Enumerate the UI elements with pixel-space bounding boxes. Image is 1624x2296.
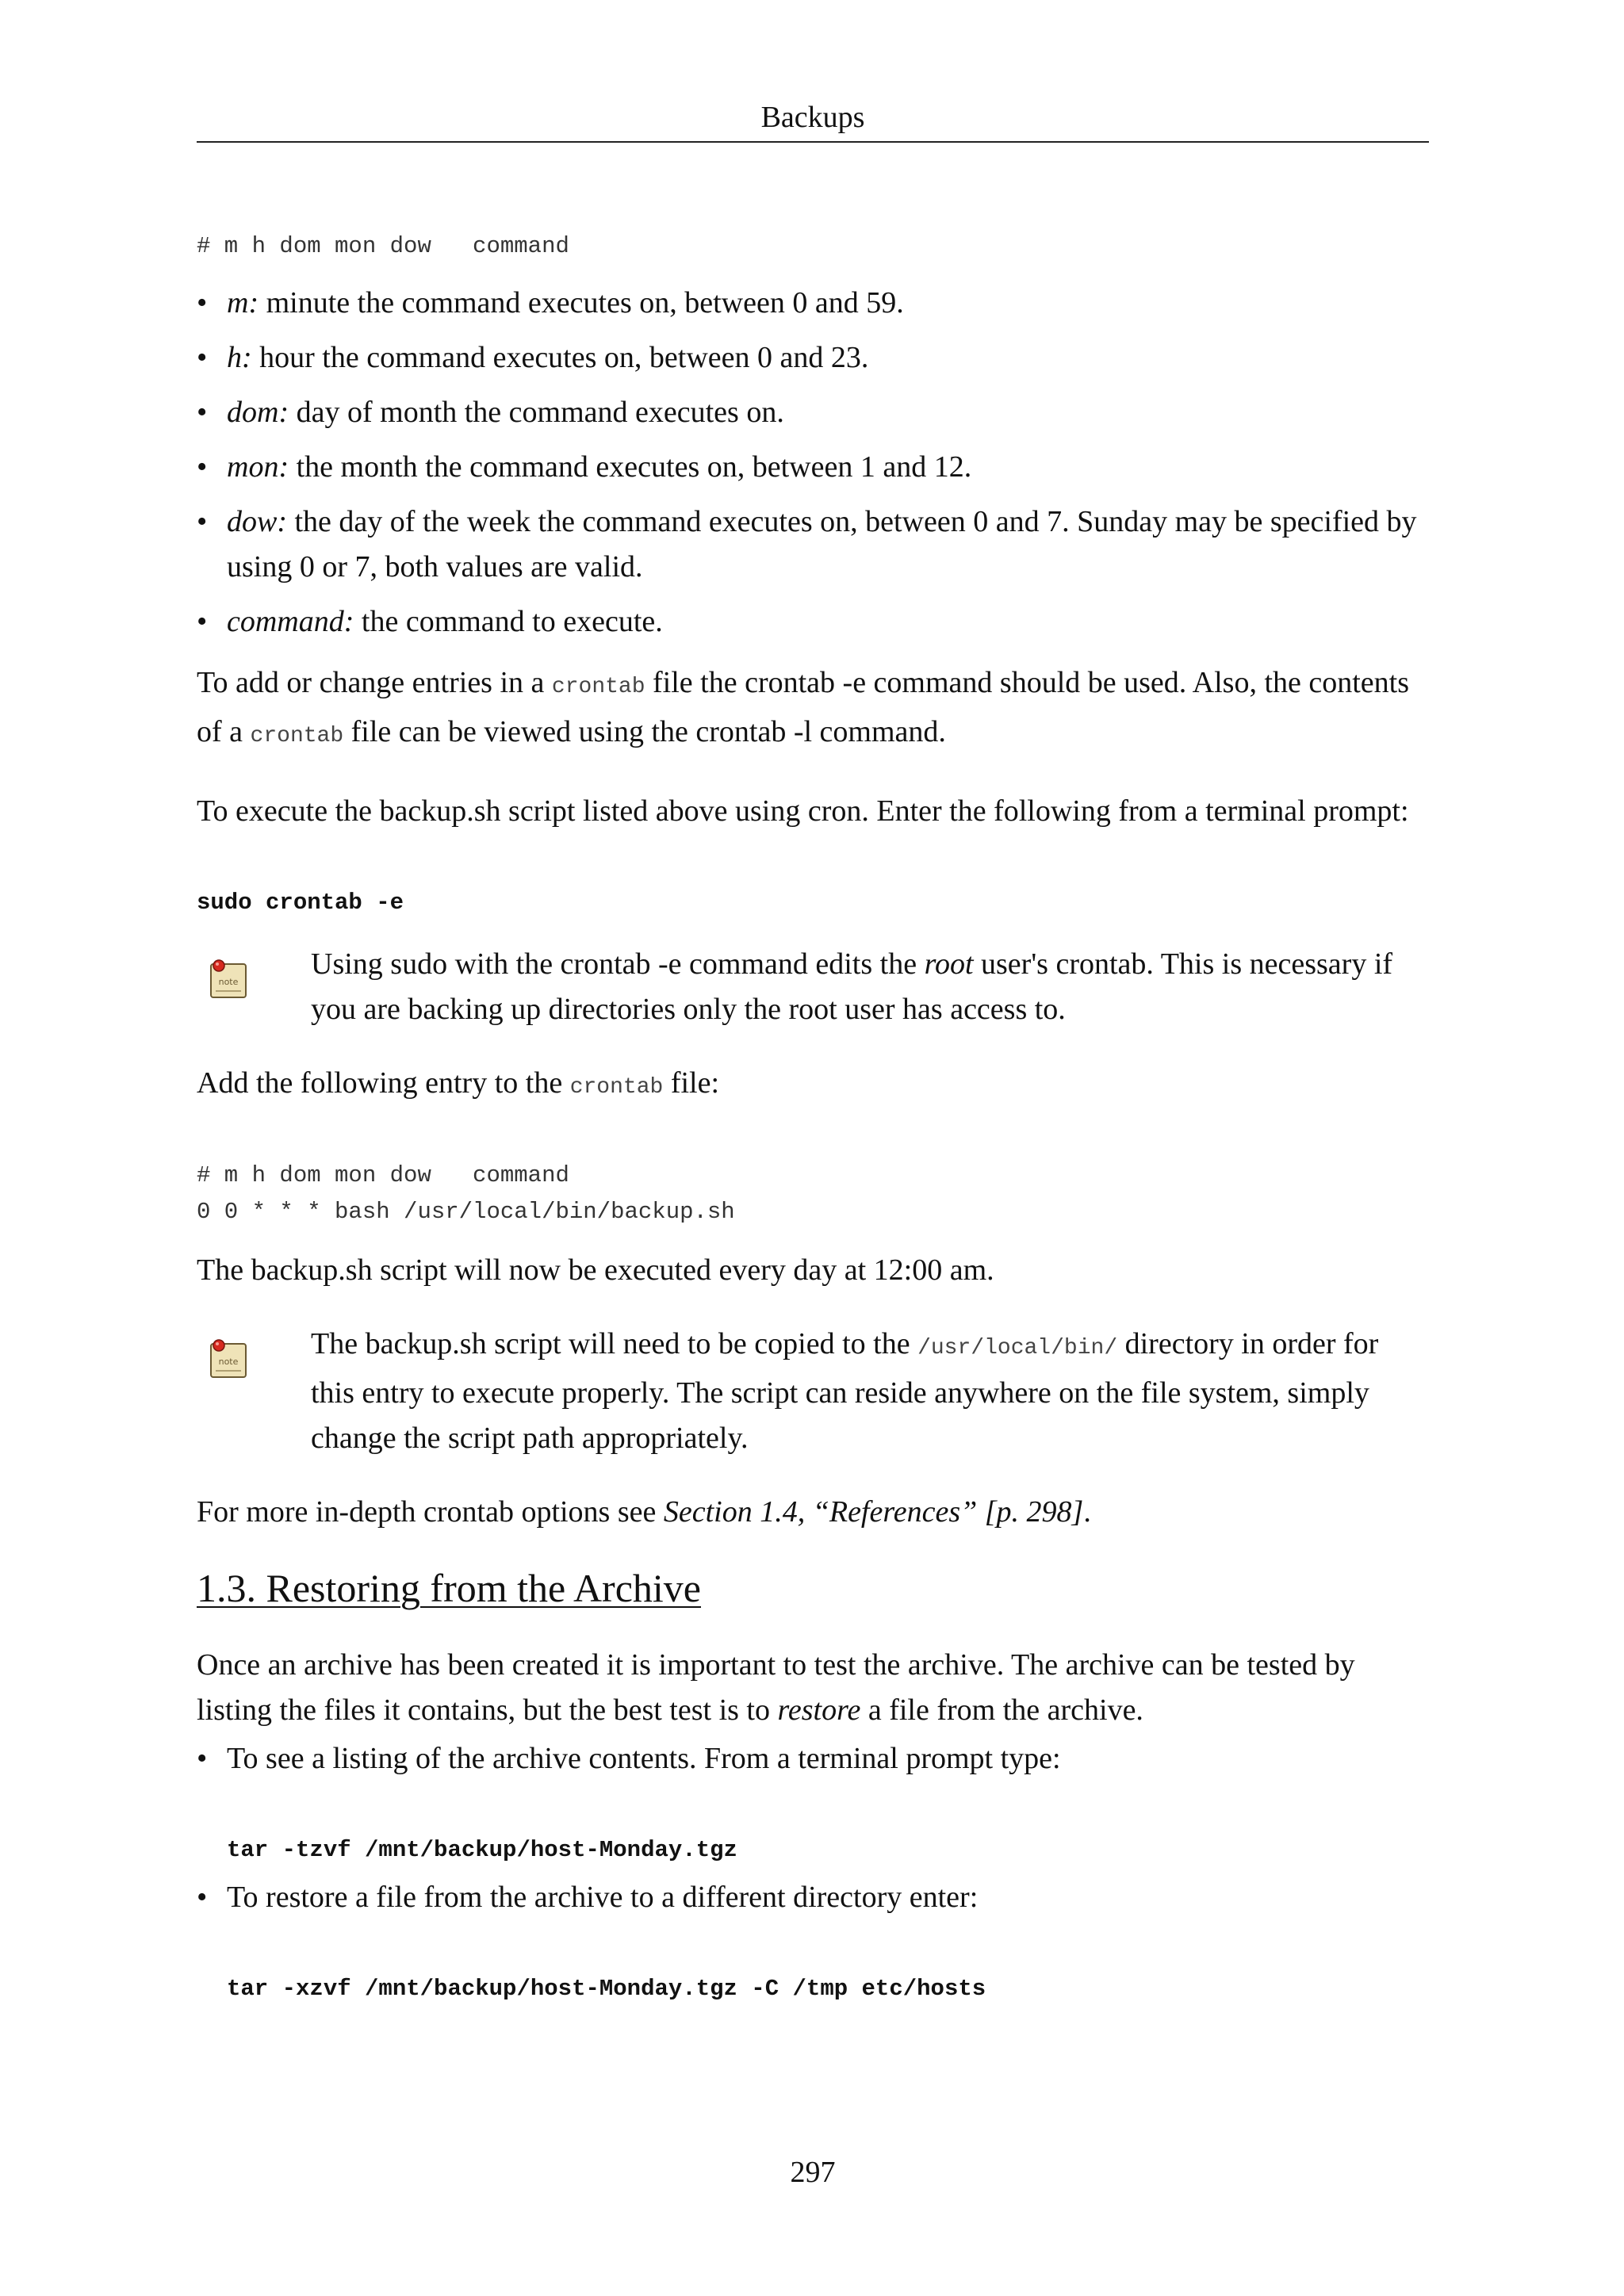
note-icon	[206, 1336, 252, 1382]
bullet: •	[197, 505, 208, 538]
inline-code: crontab	[569, 1075, 664, 1100]
list-item	[197, 445, 1429, 490]
cross-reference-link[interactable]: Section 1.4, “References” [p. 298]	[663, 1495, 1084, 1529]
text: user's crontab. This is necessary if you are backing up directories only the root user has access to.	[311, 947, 1393, 1026]
document-page	[197, 0, 1429, 2296]
code-line: # m h dom mon dow command	[197, 1162, 569, 1188]
cron-entry-code	[197, 1158, 1429, 1230]
svg-text:note: note	[218, 1357, 239, 1367]
text: Once an archive has been created it is important to test the archive. The archive can be tested by listing the files it contains, but the best test is to	[197, 1648, 1355, 1727]
field-desc: the command to execute.	[354, 605, 663, 638]
text: directory in order for this entry to execute properly. The script can reside anywhere on the file system, simply change the script path appropriately.	[311, 1327, 1379, 1455]
list-item	[197, 390, 1429, 435]
bullet: •	[197, 341, 208, 374]
field-desc: the day of the week the command executes on, between 0 and 7. Sunday may be specified by using 0 or 7, both values are valid.	[227, 505, 1417, 584]
step-text: To restore a file from the archive to a different directory enter:	[227, 1881, 979, 1914]
more-options-paragraph	[197, 1490, 1429, 1535]
text: The backup.sh script will need to be copied to the	[311, 1327, 918, 1360]
svg-text:note: note	[218, 977, 239, 987]
text: .	[1083, 1495, 1091, 1529]
cron-format-code: # m h dom mon dow command	[197, 233, 569, 259]
field-term: dow:	[227, 505, 287, 538]
text: Add the following entry to the	[197, 1066, 570, 1100]
step-text: To see a listing of the archive contents. From a terminal prompt type:	[227, 1742, 1061, 1775]
header-rule	[197, 141, 1429, 143]
text: file:	[663, 1066, 720, 1100]
text: file can be viewed using the crontab -l command.	[343, 715, 946, 748]
emphasis: root	[924, 947, 974, 981]
execute-paragraph: To execute the backup.sh script listed above using cron. Enter the following from a terminal prompt:	[197, 794, 1409, 828]
section-heading: 1.3. Restoring from the Archive	[197, 1566, 701, 1610]
note-text	[311, 942, 1429, 1032]
list-item	[197, 281, 1429, 326]
text: a file from the archive.	[860, 1693, 1143, 1727]
inline-code: crontab	[551, 675, 645, 699]
bullet: •	[197, 1881, 208, 1914]
sudo-crontab-command: sudo crontab -e	[197, 890, 404, 916]
note-text	[311, 1322, 1429, 1461]
restore-steps-list	[197, 1736, 1429, 2007]
restore-paragraph	[197, 1643, 1429, 1733]
running-header: Backups	[760, 101, 865, 134]
cron-fields-list	[197, 281, 1429, 645]
inline-code: /usr/local/bin/	[917, 1336, 1118, 1360]
bullet: •	[197, 286, 208, 320]
list-item	[197, 1736, 1429, 1869]
text: Using sudo with the crontab -e command edits the	[311, 947, 925, 981]
crontab-paragraph	[197, 660, 1429, 759]
note-block	[197, 942, 1429, 1032]
page-content	[197, 228, 1429, 2017]
field-term: h:	[227, 341, 252, 374]
text: To add or change entries in a	[197, 666, 552, 699]
tar-extract-command: tar -xzvf /mnt/backup/host-Monday.tgz -C /tmp etc/hosts	[227, 1976, 986, 2002]
list-item	[197, 1875, 1429, 2007]
list-item	[197, 599, 1429, 645]
code-line: 0 0 * * * bash /usr/local/bin/backup.sh	[197, 1199, 735, 1225]
bullet: •	[197, 605, 208, 638]
emphasis: restore	[777, 1693, 861, 1727]
note-icon	[206, 956, 252, 1002]
bullet: •	[197, 450, 208, 484]
executed-paragraph: The backup.sh script will now be executed every day at 12:00 am.	[197, 1253, 994, 1287]
field-term: command:	[227, 605, 354, 638]
note-block	[197, 1322, 1429, 1461]
list-item	[197, 499, 1429, 590]
field-term: dom:	[227, 396, 289, 429]
field-desc: day of month the command executes on.	[289, 396, 784, 429]
tar-list-command: tar -tzvf /mnt/backup/host-Monday.tgz	[227, 1837, 737, 1863]
page-number: 297	[790, 2156, 836, 2189]
field-desc: the month the command executes on, between 1 and 12.	[289, 450, 972, 484]
text: For more in-depth crontab options see	[197, 1495, 664, 1529]
bullet: •	[197, 1742, 208, 1775]
field-desc: minute the command executes on, between 0 and 59.	[259, 286, 904, 320]
list-item	[197, 335, 1429, 381]
field-term: mon:	[227, 450, 289, 484]
field-term: m:	[227, 286, 259, 320]
add-entry-paragraph	[197, 1061, 1429, 1110]
bullet: •	[197, 396, 208, 429]
inline-code: crontab	[250, 724, 344, 748]
text: file the crontab -e command should be used. Also, the contents of a	[197, 666, 1410, 748]
field-desc: hour the command executes on, between 0 and 23.	[251, 341, 869, 374]
